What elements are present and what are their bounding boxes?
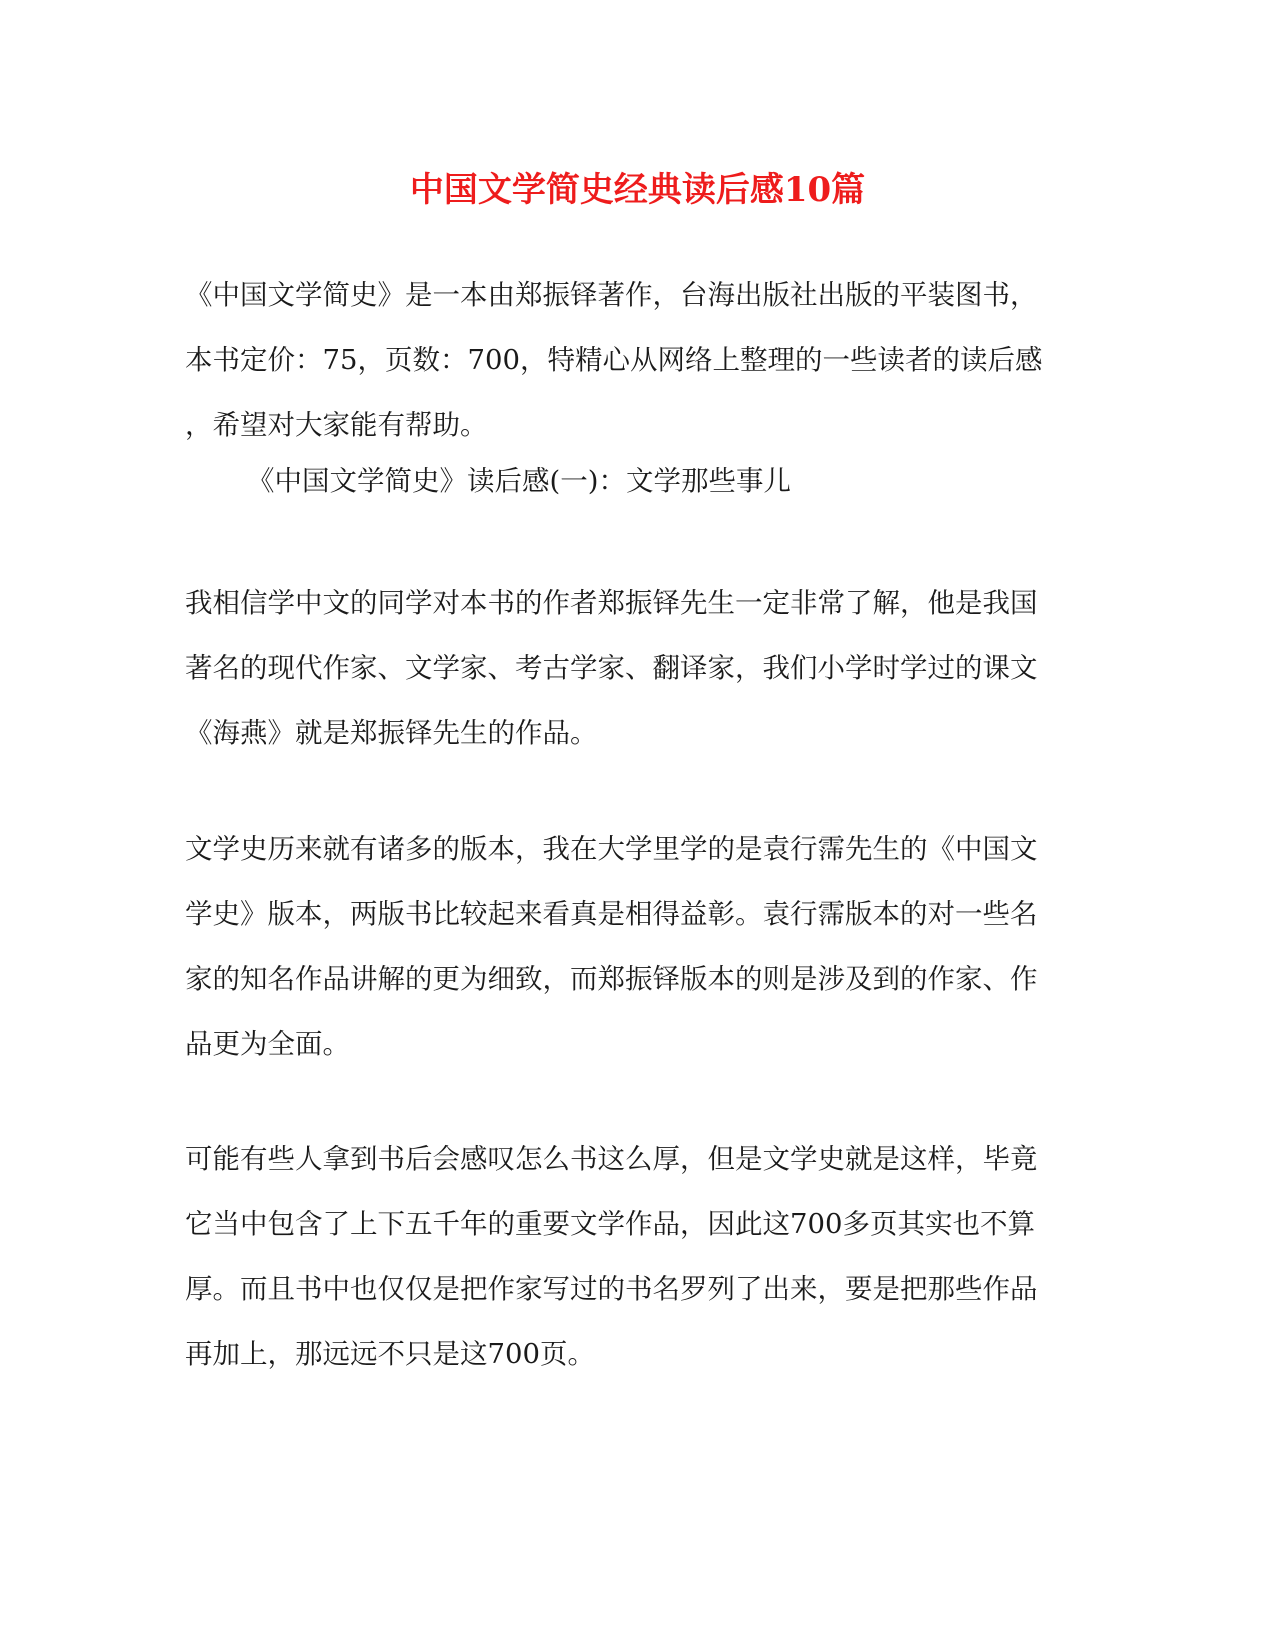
paragraph-line: 品更为全面。 bbox=[185, 1028, 350, 1060]
paragraph-line: 我相信学中文的同学对本书的作者郑振铎先生一定非常了解，他是我国 bbox=[185, 587, 1038, 619]
paragraph-line: 再加上，那远远不只是这700页。 bbox=[185, 1338, 595, 1370]
paragraph-line: 《海燕》就是郑振铎先生的作品。 bbox=[185, 717, 598, 749]
intro-line: 《中国文学简史》是一本由郑振铎著作，台海出版社出版的平装图书， bbox=[185, 279, 1038, 311]
intro-line: 本书定价：75，页数：700，特精心从网络上整理的一些读者的读后感 bbox=[185, 344, 1043, 376]
paragraph-line: 可能有些人拿到书后会感叹怎么书这么厚，但是文学史就是这样，毕竟 bbox=[185, 1143, 1038, 1175]
paragraph-line: 家的知名作品讲解的更为细致，而郑振铎版本的则是涉及到的作家、作 bbox=[185, 963, 1038, 995]
intro-line: ，希望对大家能有帮助。 bbox=[185, 409, 488, 441]
intro-paragraph bbox=[185, 263, 1090, 458]
paragraph-line: 学史》版本，两版书比较起来看真是相得益彰。袁行霈版本的对一些名 bbox=[185, 898, 1038, 930]
paragraph-line: 文学史历来就有诸多的版本，我在大学里学的是袁行霈先生的《中国文 bbox=[185, 833, 1038, 865]
paragraph-1 bbox=[185, 571, 1090, 766]
paragraph-line: 著名的现代作家、文学家、考古学家、翻译家，我们小学时学过的课文 bbox=[185, 652, 1038, 684]
paragraph-2 bbox=[185, 817, 1090, 1077]
document-title: 中国文学简史经典读后感10篇 bbox=[409, 170, 866, 210]
paragraph-line: 它当中包含了上下五千年的重要文学作品，因此这700多页其实也不算 bbox=[185, 1208, 1035, 1240]
section-heading: 《中国文学简史》读后感(一)：文学那些事儿 bbox=[247, 465, 791, 497]
paragraph-3 bbox=[185, 1127, 1090, 1387]
section-heading-block bbox=[185, 449, 1090, 514]
paragraph-line: 厚。而且书中也仅仅是把作家写过的书名罗列了出来，要是把那些作品 bbox=[185, 1273, 1038, 1305]
